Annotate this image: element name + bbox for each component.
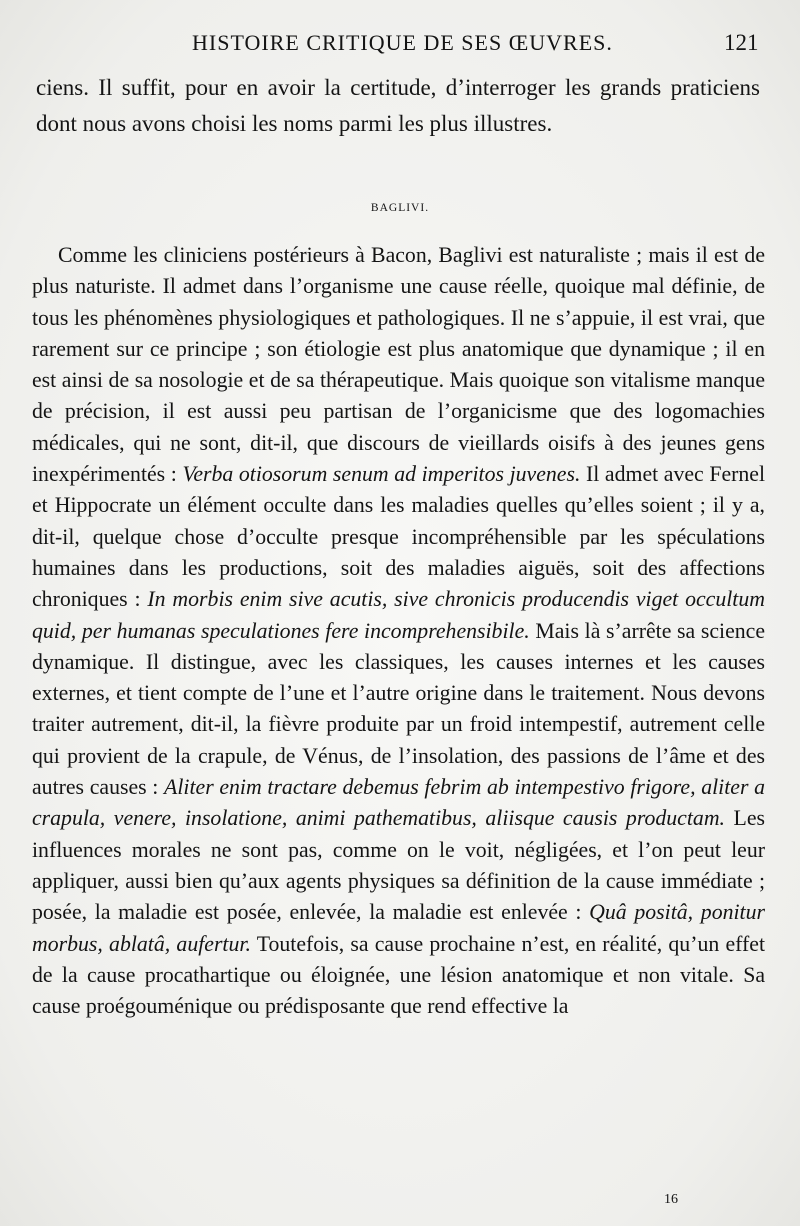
text-segment: Il admet avec Fernel et Hippocrate un élément occulte dans les maladies quelles qu’elles soient ; il y a, dit-il, quelque chose d’occulte presque incompréhensible par les spéculations humaines dans les productions, soit des maladies aiguës, soit des affections chroniques : bbox=[32, 462, 766, 612]
latin-quotation: Quâ positâ, ponitur morbus, ablatâ, aufertur. bbox=[32, 900, 765, 956]
text-segment: Les influences morales ne sont pas, comme on le voit, négligées, et l’on peut leur appliquer, aussi bien qu’aux agents physiques sa définition de la cause immédiate ; posée, la maladie est posée, enlevée, la maladie est enlevée : bbox=[32, 806, 765, 925]
signature-mark: 16 bbox=[664, 1192, 678, 1207]
text-segment: Mais là s’arrête sa science dynamique. Il distingue, avec les classiques, les causes internes et les causes externes, et tient compte de l’une et l’autre origine dans le traitement. Nous devons traiter autrement, dit-il, la fièvre produite par un froid intempestif, autrement celle qui provient de la crapule, de Vénus, de l’insolation, des passions de l’âme et des autres causes : bbox=[32, 618, 765, 800]
latin-quotation: In morbis enim sive acutis, sive chronicis producendis viget occultum quid, per humanas speculationes fere incomprehensibile. bbox=[32, 587, 765, 643]
latin-quotation: Aliter enim tractare debemus febrim ab intempestivo frigore, aliter a crapula, venere, insolatione, animi pathematibus, aliisque causis productam. bbox=[32, 775, 765, 831]
text-segment: Toutefois, sa cause prochaine n’est, en réalité, qu’un effet de la cause procathartique ou éloignée, une lésion anatomique et non vitale. Sa cause proégouménique ou prédisposante que rend effective la bbox=[32, 931, 765, 1019]
text-segment: Comme les cliniciens postérieurs à Bacon, Baglivi est naturaliste ; mais il est de plus naturiste. Il admet dans l’organisme une cause réelle, quoique mal définie, de tous les phénomènes physiologiques et pathologiques. Il ne s’appuie, il est vrai, que rarement sur ce principe ; son étiologie est plus anatomique que dynamique ; il en est ainsi de sa nosologie et de sa thérapeutique. Mais quoique son vitalisme manque de précision, il est aussi peu partisan de l’organicisme que des logomachies médicales, qui ne sont, dit-il, que discours de vieillards oisifs à des jeunes gens inexpérimentés : bbox=[32, 243, 765, 487]
body-paragraph bbox=[32, 240, 765, 1022]
intro-paragraph: ciens. Il suffit, pour en avoir la certitude, d’interroger les grands praticiens dont nous avons choisi les noms parmi les plus illustres. bbox=[36, 75, 760, 136]
latin-quotation: Verba otiosorum senum ad imperitos juvenes. bbox=[182, 462, 581, 487]
section-body bbox=[32, 240, 765, 1022]
section-heading: BAGLIVI. bbox=[370, 202, 430, 214]
running-title: HISTOIRE CRITIQUE DE SES ŒUVRES. bbox=[192, 30, 613, 55]
page-number: 121 bbox=[724, 30, 759, 55]
running-head bbox=[0, 28, 800, 58]
